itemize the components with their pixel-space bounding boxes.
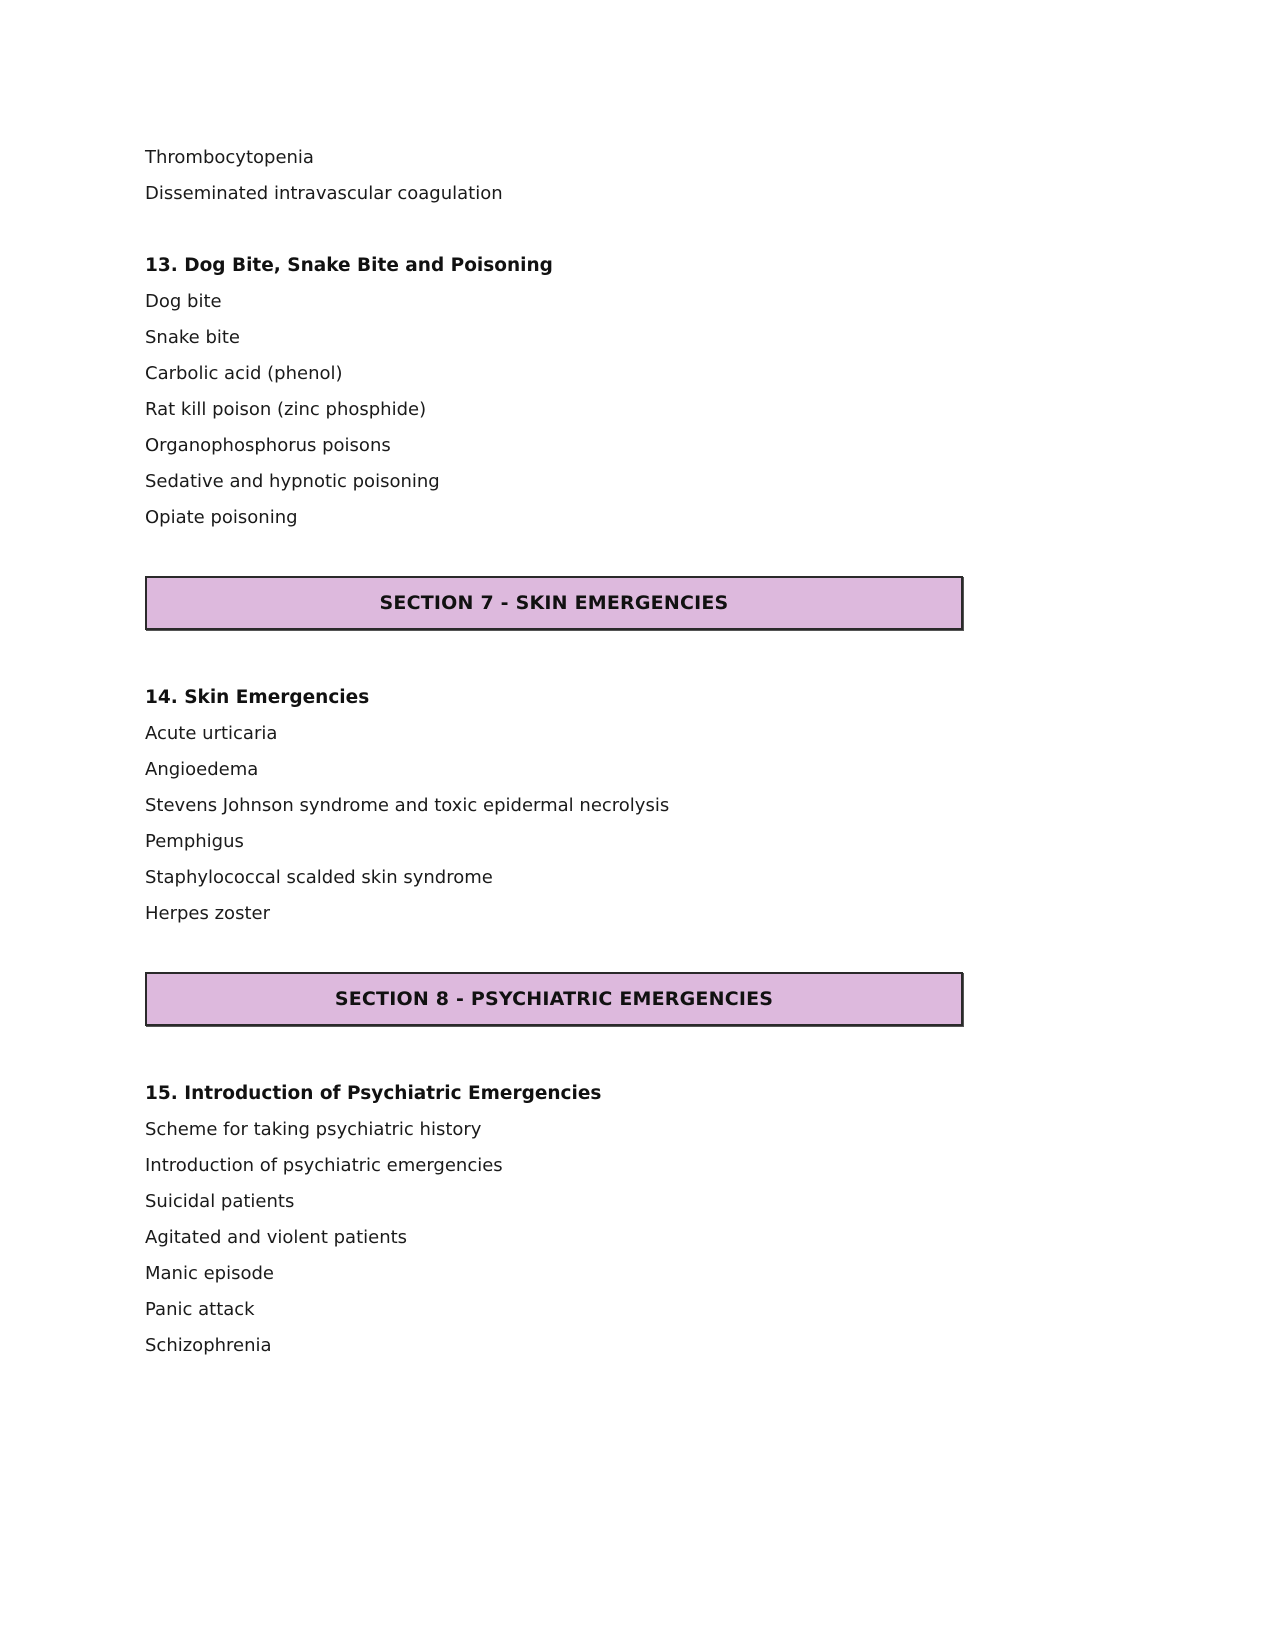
toc-item: Sedative and hypnotic poisoning — [145, 471, 440, 492]
toc-item: Introduction of psychiatric emergencies — [145, 1155, 503, 1176]
toc-item: Stevens Johnson syndrome and toxic epidermal necrolysis — [145, 795, 670, 816]
toc-item: Schizophrenia — [145, 1335, 272, 1356]
toc-item: Acute urticaria — [145, 723, 278, 744]
toc-item: Angioedema — [145, 759, 259, 780]
toc-item: Pemphigus — [145, 831, 244, 852]
toc-item: Opiate poisoning — [145, 507, 298, 528]
section-7-banner — [145, 576, 963, 630]
section-7-banner-label: SECTION 7 - SKIN EMERGENCIES — [379, 592, 729, 614]
section-8-banner-label: SECTION 8 - PSYCHIATRIC EMERGENCIES — [334, 988, 774, 1010]
chapter-15-heading: 15. Introduction of Psychiatric Emergencies — [145, 1083, 602, 1104]
toc-item: Manic episode — [145, 1263, 274, 1284]
toc-item: Scheme for taking psychiatric history — [145, 1119, 482, 1140]
section-8-banner — [145, 972, 963, 1026]
toc-item: Herpes zoster — [145, 903, 270, 924]
toc-item: Snake bite — [145, 327, 241, 348]
toc-item: Carbolic acid (phenol) — [145, 363, 343, 384]
toc-item: Organophosphorus poisons — [145, 435, 391, 456]
toc-item: Agitated and violent patients — [145, 1227, 408, 1248]
toc-item: Dog bite — [145, 291, 222, 312]
toc-item: Staphylococcal scalded skin syndrome — [145, 867, 493, 888]
toc-item: Thrombocytopenia — [145, 147, 314, 168]
toc-item: Rat kill poison (zinc phosphide) — [145, 399, 427, 420]
chapter-14-heading: 14. Skin Emergencies — [145, 687, 370, 708]
toc-item: Disseminated intravascular coagulation — [145, 183, 503, 204]
toc-item: Suicidal patients — [145, 1191, 295, 1212]
toc-item: Panic attack — [145, 1299, 255, 1320]
chapter-13-heading: 13. Dog Bite, Snake Bite and Poisoning — [145, 255, 553, 276]
